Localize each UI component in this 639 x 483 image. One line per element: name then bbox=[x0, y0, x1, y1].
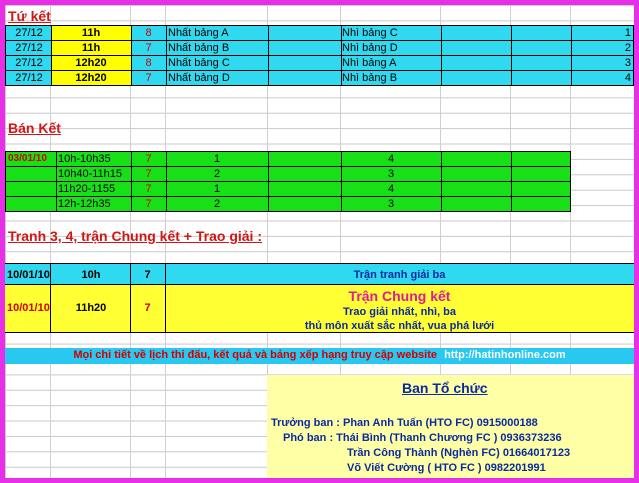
cell-border bbox=[131, 41, 132, 56]
ck-field: 7 bbox=[144, 302, 151, 314]
spreadsheet bbox=[5, 5, 634, 478]
tk-match: 1 bbox=[624, 27, 631, 39]
cell-border bbox=[166, 182, 167, 197]
tk-team2: Nhì bảng A bbox=[342, 57, 397, 69]
final-title: Tranh 3, 4, trận Chung kết + Trao giải : bbox=[8, 228, 262, 244]
ban-ket-row bbox=[5, 166, 571, 182]
cell-border bbox=[511, 26, 512, 41]
tk-time: 11h bbox=[51, 26, 131, 40]
cell-border bbox=[166, 197, 167, 212]
cell-border bbox=[511, 71, 512, 86]
third-time: 10h bbox=[81, 269, 101, 281]
bk-date bbox=[8, 182, 56, 196]
bk-team-a: 2 bbox=[213, 168, 221, 180]
cell-border bbox=[341, 182, 342, 197]
cell-border bbox=[511, 41, 512, 56]
ck-line3: thủ môn xuất sắc nhất, vua phá lưới bbox=[304, 320, 495, 332]
cell-border bbox=[571, 56, 572, 71]
third-place-row bbox=[5, 263, 634, 285]
cell-border bbox=[441, 152, 442, 167]
bk-time: 10h-10h35 bbox=[58, 153, 111, 165]
chung-ket-row bbox=[5, 285, 634, 333]
bk-date bbox=[8, 197, 56, 211]
final-border bbox=[165, 263, 166, 333]
bk-team-b: 3 bbox=[387, 168, 395, 180]
cell-border bbox=[56, 197, 57, 212]
tk-team2: Nhì bảng B bbox=[342, 72, 398, 84]
cell-border bbox=[166, 41, 167, 56]
cell-border bbox=[268, 167, 269, 182]
ck-date: 10/01/10 bbox=[7, 302, 50, 314]
cell-border bbox=[131, 56, 132, 71]
bk-team-b: 3 bbox=[387, 198, 395, 210]
tk-field: 7 bbox=[145, 42, 152, 54]
tk-field: 7 bbox=[145, 72, 152, 84]
tk-field: 8 bbox=[145, 27, 152, 39]
ban-ket-row bbox=[5, 196, 571, 212]
cell-border bbox=[131, 71, 132, 86]
organizer-line: Trưởng ban : Phan Anh Tuấn (HTO FC) 0915000188 bbox=[271, 417, 538, 429]
bk-team-a: 1 bbox=[213, 183, 221, 195]
cell-border bbox=[341, 71, 342, 86]
final-border bbox=[50, 263, 51, 333]
cell-border bbox=[268, 197, 269, 212]
tk-date: 27/12 bbox=[15, 72, 43, 84]
ck-label: Trận Chung kết bbox=[348, 288, 451, 304]
cell-border bbox=[131, 152, 132, 167]
organizer-line: Phó ban : Thái Bình (Thanh Chương FC ) 0936373236 bbox=[283, 432, 562, 444]
cell-border bbox=[166, 71, 167, 86]
cell-border bbox=[571, 26, 572, 41]
cell-border bbox=[441, 41, 442, 56]
tk-time: 12h20 bbox=[51, 56, 131, 70]
cell-border bbox=[166, 26, 167, 41]
tk-time: 11h bbox=[51, 41, 131, 55]
tu-ket-title: Tứ kết bbox=[8, 8, 51, 24]
third-date: 10/01/10 bbox=[7, 269, 50, 281]
bk-field: 7 bbox=[145, 153, 152, 165]
cell-border bbox=[341, 167, 342, 182]
tu-ket-row bbox=[5, 25, 634, 41]
cell-border bbox=[51, 26, 52, 41]
cell-border bbox=[166, 167, 167, 182]
tu-ket-row bbox=[5, 40, 634, 56]
organizers-box bbox=[267, 375, 634, 478]
cell-border bbox=[341, 152, 342, 167]
bk-team-a: 2 bbox=[213, 198, 221, 210]
tu-ket-row bbox=[5, 70, 634, 86]
cell-border bbox=[441, 71, 442, 86]
tk-team2: Nhì bảng C bbox=[342, 27, 398, 39]
tk-date: 27/12 bbox=[15, 27, 43, 39]
ban-ket-row bbox=[5, 151, 571, 167]
tk-match: 3 bbox=[624, 57, 631, 69]
cell-border bbox=[56, 152, 57, 167]
tk-match: 2 bbox=[624, 42, 631, 54]
bk-date: 03/01/10 bbox=[8, 153, 47, 164]
bk-field: 7 bbox=[145, 168, 152, 180]
bk-field: 7 bbox=[145, 183, 152, 195]
bk-team-b: 4 bbox=[387, 153, 395, 165]
cell-border bbox=[268, 182, 269, 197]
cell-border bbox=[268, 56, 269, 71]
cell-border bbox=[268, 152, 269, 167]
cell-border bbox=[511, 56, 512, 71]
ban-ket-row bbox=[5, 181, 571, 197]
cell-border bbox=[571, 71, 572, 86]
cell-border bbox=[51, 41, 52, 56]
cell-border bbox=[441, 182, 442, 197]
cell-border bbox=[441, 197, 442, 212]
tk-field: 8 bbox=[145, 57, 152, 69]
cell-border bbox=[341, 197, 342, 212]
cell-border bbox=[441, 56, 442, 71]
cell-border bbox=[341, 26, 342, 41]
cell-border bbox=[511, 197, 512, 212]
banner-url[interactable]: http://hatinhonline.com bbox=[444, 349, 566, 361]
cell-border bbox=[268, 41, 269, 56]
ck-line2: Trao giải nhất, nhì, ba bbox=[342, 306, 457, 318]
bk-date bbox=[8, 167, 56, 181]
cell-border bbox=[511, 167, 512, 182]
tk-match: 4 bbox=[624, 72, 631, 84]
cell-border bbox=[441, 26, 442, 41]
cell-border bbox=[268, 71, 269, 86]
bk-team-b: 4 bbox=[387, 183, 395, 195]
bk-time: 10h40-11h15 bbox=[58, 168, 123, 180]
tk-team1: Nhất bảng A bbox=[168, 27, 229, 39]
cell-border bbox=[341, 41, 342, 56]
tk-team1: Nhất bảng B bbox=[168, 42, 230, 54]
bk-time: 12h-12h35 bbox=[58, 198, 111, 210]
final-border bbox=[130, 263, 131, 333]
cell-border bbox=[268, 26, 269, 41]
third-field: 7 bbox=[144, 269, 151, 281]
cell-border bbox=[166, 56, 167, 71]
ban-ket-title: Bán Kết bbox=[8, 120, 61, 136]
organizer-line: Võ Viết Cường ( HTO FC ) 0982201991 bbox=[347, 462, 546, 474]
tk-date: 27/12 bbox=[15, 57, 43, 69]
bk-time: 11h20-1155 bbox=[58, 183, 116, 195]
organizer-line: Trần Công Thành (Nghèn FC) 01664017123 bbox=[347, 447, 571, 459]
cell-border bbox=[131, 197, 132, 212]
third-label: Trận tranh giải ba bbox=[353, 269, 446, 281]
tk-team1: Nhất bảng C bbox=[168, 57, 230, 69]
bk-field: 7 bbox=[145, 198, 152, 210]
tk-date: 27/12 bbox=[15, 42, 43, 54]
cell-border bbox=[131, 167, 132, 182]
cell-border bbox=[441, 167, 442, 182]
banner-text: Mọi chi tiết về lịch thi đấu, kết quả và bảng xếp hạng truy cập website bbox=[73, 349, 437, 361]
tk-time: 12h20 bbox=[51, 71, 131, 85]
tk-team1: Nhất bảng D bbox=[168, 72, 230, 84]
cell-border bbox=[51, 56, 52, 71]
cell-border bbox=[131, 26, 132, 41]
cell-border bbox=[511, 152, 512, 167]
cell-border bbox=[511, 182, 512, 197]
cell-border bbox=[131, 182, 132, 197]
cell-border bbox=[341, 56, 342, 71]
bk-team-a: 1 bbox=[213, 153, 221, 165]
ck-time: 11h20 bbox=[75, 302, 107, 314]
tu-ket-row bbox=[5, 55, 634, 71]
cell-border bbox=[51, 71, 52, 86]
organizers-title: Ban Tổ chức bbox=[402, 380, 488, 396]
cell-border bbox=[56, 182, 57, 197]
info-banner bbox=[5, 348, 634, 364]
tk-team2: Nhì bảng D bbox=[342, 42, 398, 54]
cell-border bbox=[166, 152, 167, 167]
cell-border bbox=[571, 41, 572, 56]
cell-border bbox=[56, 167, 57, 182]
